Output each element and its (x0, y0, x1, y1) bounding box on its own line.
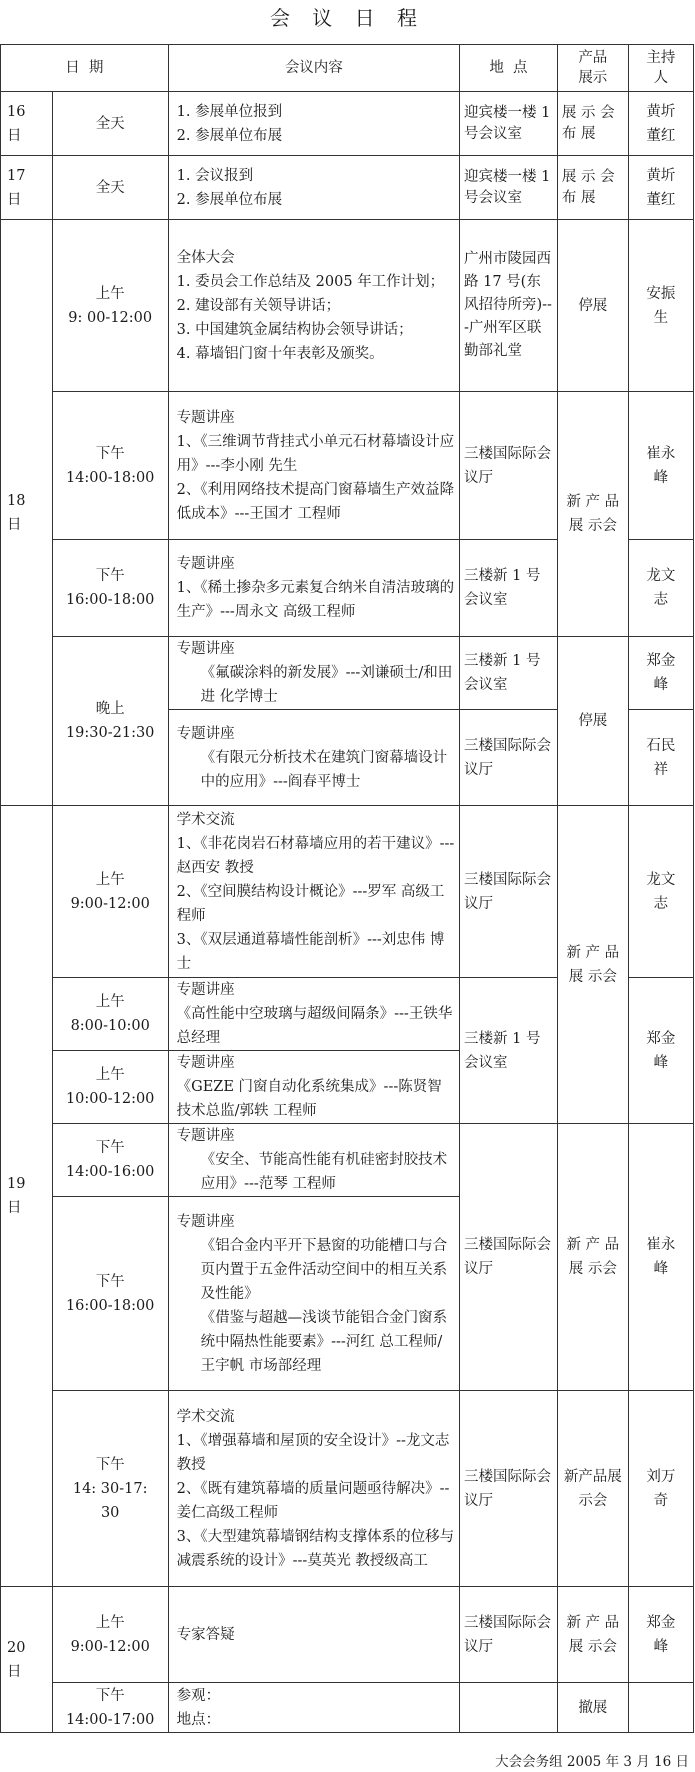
list-item: 《GEZE 门窗自动化系统集成》---陈贤智技术总监/郭轶 工程师 (176, 1079, 442, 1119)
location-cell: 三楼国际际会议厅 (460, 710, 558, 806)
list-item: 地点： (176, 1711, 221, 1728)
time-cell: 下午 16:00-18:00 (52, 1197, 168, 1391)
product-cell: 撤展 (557, 1683, 628, 1733)
content-cell (168, 1391, 459, 1587)
header-content: 会议内容 (168, 45, 459, 92)
content-cell (168, 1124, 459, 1197)
list-item: 1. 参展单位报到 (176, 103, 283, 120)
table-row (1, 392, 694, 540)
schedule-table (0, 44, 694, 1733)
list-item: 1、《三维调节背挂式小单元石材幕墙设计应用》---李小刚 先生 (176, 433, 455, 474)
header-row (1, 45, 694, 92)
list-item: 1、《稀土掺杂多元素复合纳米自清洁玻璃的生产》---周永文 高级工程师 (176, 580, 455, 620)
host-cell: 石民 祥 (628, 710, 693, 806)
product-cell: 新 产 品 展 示会 (557, 1124, 628, 1391)
content-cell (168, 1051, 459, 1124)
content-cell (168, 1683, 459, 1733)
time-cell: 上午 9:00-12:00 (52, 806, 168, 978)
list-item: 2. 参展单位布展 (176, 127, 283, 144)
time-cell: 下午 14:00-17:00 (52, 1683, 168, 1733)
table-row (1, 156, 694, 220)
day-18: 18 日 (1, 220, 53, 806)
list-item: 1、《增强幕墙和屋顶的安全设计》--龙文志教授 (176, 1432, 450, 1473)
time-cell: 上午 9:00-12:00 (52, 1587, 168, 1683)
content-cell (168, 220, 459, 392)
location-cell: 三楼新 1 号会议室 (460, 978, 558, 1124)
list-item: 3、《双层通道幕墙性能剖析》---刘忠伟 博士 (176, 931, 445, 972)
location-cell: 三楼新 1 号会议室 (460, 637, 558, 710)
product-cell: 展 示 会 布 展 (557, 156, 628, 220)
location-cell: 三楼新 1 号会议室 (460, 540, 558, 637)
day-16: 16 日 (1, 92, 53, 156)
time-cell: 全天 (52, 156, 168, 220)
content-cell (168, 806, 459, 978)
session-heading: 专题讲座 (176, 641, 235, 657)
host-cell: 安振 生 (628, 220, 693, 392)
list-item: 3. 中国建筑金属结构协会领导讲话； (176, 321, 413, 338)
content-cell (168, 978, 459, 1051)
list-item: 1、《非花岗岩石材幕墙应用的若干建议》---赵西安 教授 (176, 835, 455, 876)
time-cell: 上午 8:00-10:00 (52, 978, 168, 1051)
content-cell (168, 1197, 459, 1391)
content-cell (168, 92, 459, 156)
list-item: 《高性能中空玻璃与超级间隔条》---王铁华 总经理 (176, 1006, 453, 1046)
list-item: 2、《空间膜结构设计概论》---罗军 高级工程师 (176, 883, 445, 924)
location-cell: 三楼国际际会议厅 (460, 1391, 558, 1587)
list-item: 4. 幕墙铝门窗十年表彰及颁奖。 (176, 345, 384, 362)
content-cell: 专家答疑 (168, 1587, 459, 1683)
host-cell: 崔永 峰 (628, 392, 693, 540)
list-item: 3、《大型建筑幕墙钢结构支撑体系的位移与减震系统的设计》---莫英光 教授级高工 (176, 1528, 455, 1569)
session-heading: 专题讲座 (176, 1128, 235, 1144)
list-item: 《安全、节能高性能有机硅密封胶技术应用》---范琴 工程师 (200, 1152, 448, 1192)
product-cell: 展 示 会 布 展 (557, 92, 628, 156)
page-title: 会 议 日 程 (269, 6, 426, 30)
footer-signature: 大会会务组 2005 年 3 月 16 日 (495, 1754, 689, 1770)
header-product: 产品 展示 (557, 45, 628, 92)
session-heading: 专题讲座 (176, 409, 235, 426)
time-cell: 下午 14: 30-17: 30 (52, 1391, 168, 1587)
product-cell: 新 产 品 展 示会 (557, 806, 628, 1124)
table-row (1, 1683, 694, 1733)
host-cell: 崔永 峰 (628, 1124, 693, 1391)
time-cell: 下午 16:00-18:00 (52, 540, 168, 637)
day-19: 19 日 (1, 806, 53, 1587)
content-cell (168, 637, 459, 710)
session-heading: 全体大会 (176, 249, 235, 266)
time-cell: 上午 9: 00-12:00 (52, 220, 168, 392)
list-item: 《借鉴与超越—浅谈节能铝合金门窗系统中隔热性能要素》---河红 总工程师/王宇帆 市场部经理 (200, 1309, 448, 1374)
table-row (1, 92, 694, 156)
time-cell: 全天 (52, 92, 168, 156)
table-row (1, 806, 694, 978)
list-item: 2. 参展单位布展 (176, 191, 283, 208)
day-20: 20 日 (1, 1587, 53, 1733)
host-cell: 黄圻 董红 (628, 92, 693, 156)
time-cell: 上午 10:00-12:00 (52, 1051, 168, 1124)
list-item: 《氟碳涂料的新发展》---刘谦硕士/和田进 化学博士 (200, 665, 453, 705)
host-cell: 龙文 志 (628, 806, 693, 978)
host-cell: 刘万 奇 (628, 1391, 693, 1587)
content-cell (168, 392, 459, 540)
content-cell (168, 540, 459, 637)
content-cell (168, 156, 459, 220)
list-item: 《铝合金内平开下悬窗的功能槽口与合页内置于五金件活动空间中的相互关系及性能》 (200, 1237, 448, 1302)
session-heading: 专题讲座 (176, 1055, 235, 1071)
time-cell: 下午 14:00-18:00 (52, 392, 168, 540)
product-cell: 停展 (557, 637, 628, 806)
host-cell (628, 1683, 693, 1733)
session-heading: 学术交流 (176, 1408, 235, 1425)
list-item: 1. 委员会工作总结及 2005 年工作计划； (176, 273, 445, 290)
day-17: 17 日 (1, 156, 53, 220)
location-cell: 三楼国际际会议厅 (460, 1124, 558, 1391)
location-cell: 广州市陵园西路 17 号(东风招待所旁)---广州军区联勤部礼堂 (460, 220, 558, 392)
session-heading: 专题讲座 (176, 725, 235, 742)
product-cell: 新 产 品 展 示会 (557, 392, 628, 637)
time-cell: 下午 14:00-16:00 (52, 1124, 168, 1197)
session-heading: 专题讲座 (176, 556, 235, 572)
list-item: 2. 建设部有关领导讲话； (176, 297, 341, 314)
location-cell (460, 1683, 558, 1733)
table-row (1, 220, 694, 392)
table-row (1, 1587, 694, 1683)
list-item: 《有限元分析技术在建筑门窗幕墙设计中的应用》---阎春平博士 (200, 749, 448, 790)
header-host: 主持 人 (628, 45, 693, 92)
table-row (1, 637, 694, 710)
host-cell: 郑金 峰 (628, 978, 693, 1124)
list-item: 1. 会议报到 (176, 167, 254, 184)
time-cell: 晚上 19:30-21:30 (52, 637, 168, 806)
content-cell (168, 710, 459, 806)
location-cell: 迎宾楼一楼 1 号会议室 (460, 92, 558, 156)
location-cell: 三楼国际际会议厅 (460, 1587, 558, 1683)
session-heading: 专题讲座 (176, 1213, 235, 1230)
location-cell: 三楼国际际会议厅 (460, 392, 558, 540)
list-item: 2、《利用网络技术提高门窗幕墙生产效益降低成本》---王国才 工程师 (176, 481, 455, 522)
location-cell: 迎宾楼一楼 1 号会议室 (460, 156, 558, 220)
list-item: 参观： (176, 1687, 221, 1704)
host-cell: 郑金 峰 (628, 1587, 693, 1683)
location-cell: 三楼国际际会议厅 (460, 806, 558, 978)
table-row (1, 1124, 694, 1197)
list-item: 2、《既有建筑幕墙的质量问题亟待解决》--姜仁高级工程师 (176, 1480, 450, 1521)
host-cell: 郑金 峰 (628, 637, 693, 710)
product-cell: 停展 (557, 220, 628, 392)
header-date: 日 期 (1, 45, 169, 92)
session-heading: 专题讲座 (176, 982, 235, 998)
host-cell: 龙文 志 (628, 540, 693, 637)
host-cell: 黄圻 董红 (628, 156, 693, 220)
table-row (1, 1391, 694, 1587)
product-cell: 新产品展示会 (557, 1391, 628, 1587)
session-heading: 学术交流 (176, 811, 235, 828)
product-cell: 新 产 品 展 示会 (557, 1587, 628, 1683)
header-location: 地 点 (460, 45, 558, 92)
